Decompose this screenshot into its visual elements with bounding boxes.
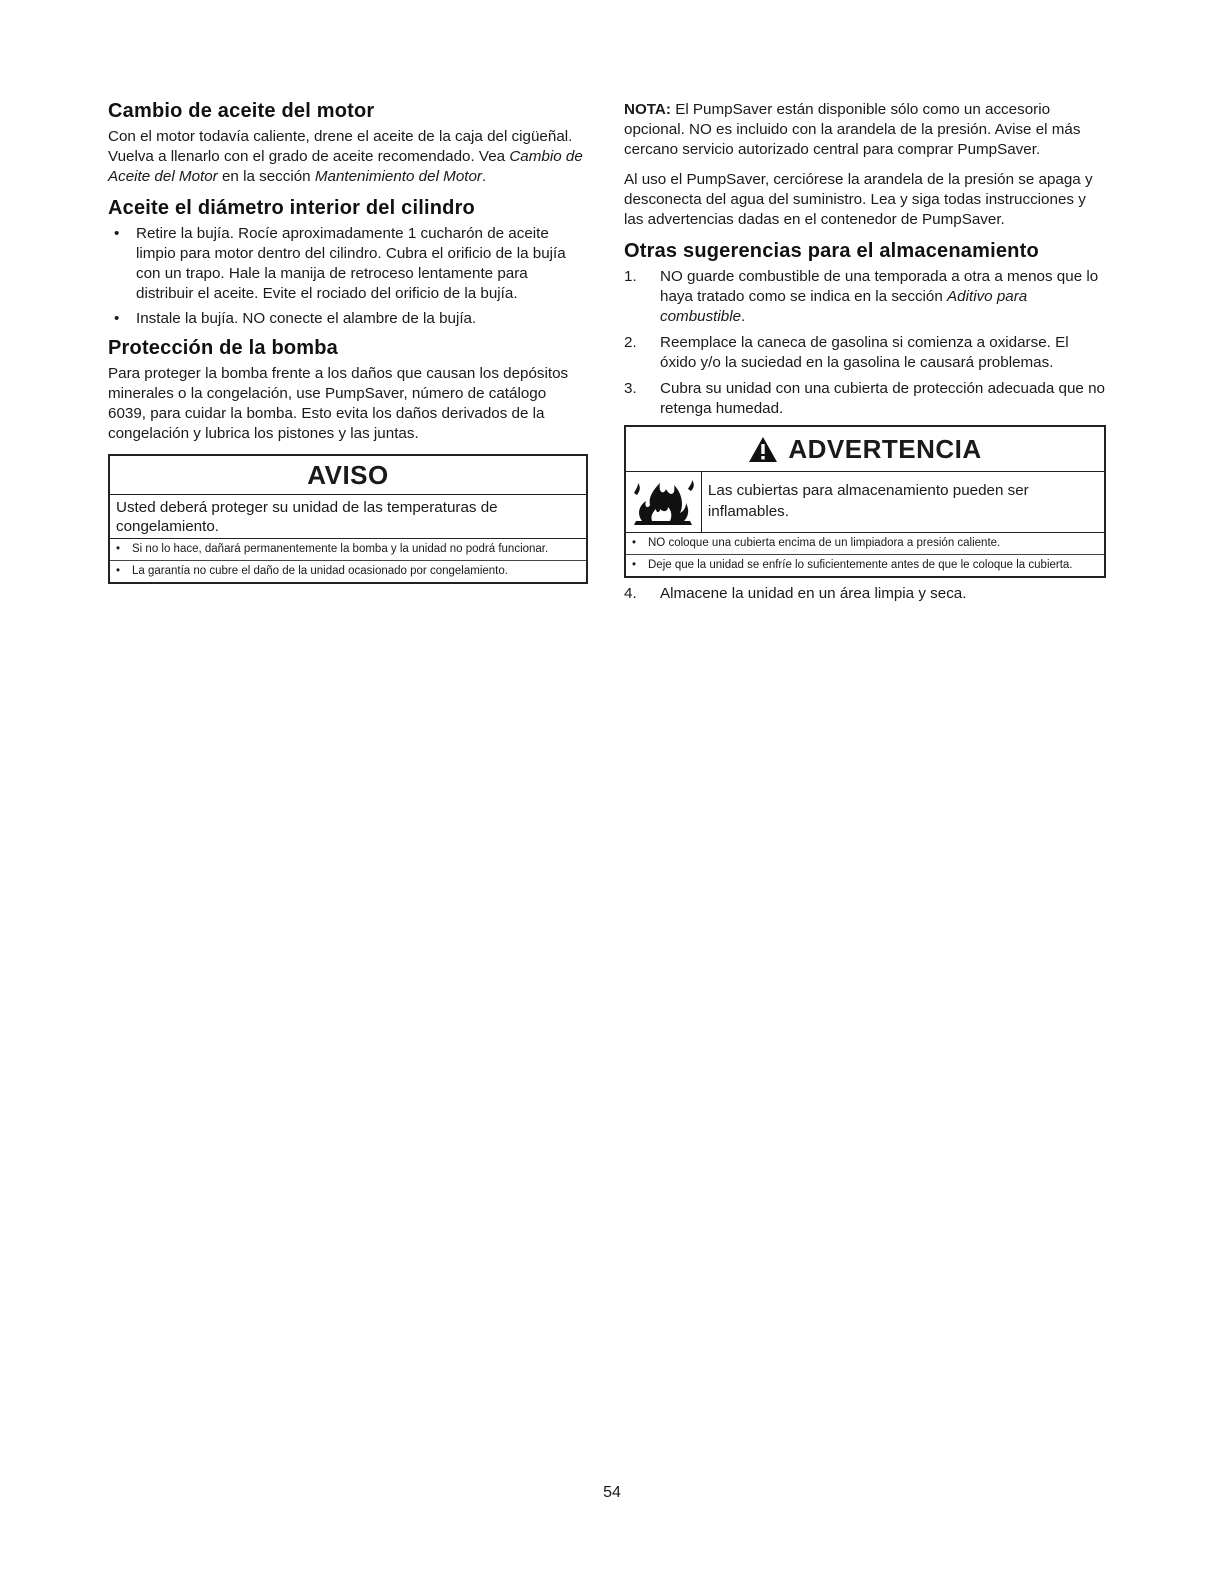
list-item [626,554,1104,576]
right-column [624,100,1106,610]
list-item-text: NO coloque una cubierta encima de un limpiadora a presión caliente. [648,537,1001,549]
left-column [108,100,588,584]
advertencia-title: ADVERTENCIA [788,434,982,464]
bullet-icon: • [116,565,121,577]
bullet-icon: • [114,225,120,242]
heading-storage-tips: Otras sugerencias para el almacenamiento [624,240,1039,262]
aviso-title: AVISO [110,456,586,495]
advertencia-bullets [626,533,1104,576]
nota-label: NOTA: [624,101,671,118]
list-item-text: Almacene la unidad en un área limpia y seca. [660,585,967,602]
list-item-text: Si no lo hace, dañará permanentemente la bomba y la unidad no podrá funcionar. [132,543,549,555]
text-span: en la sección [217,168,315,185]
nota-paragraph [624,100,1106,160]
heading-pump-protection: Protección de la bomba [108,337,339,359]
aviso-bullets [110,539,586,582]
aviso-body: Usted deberá proteger su unidad de las temperaturas de congelamiento. [110,495,586,539]
reference-oil-change: Cambio de Aceite del Motor [108,148,583,185]
list-item [108,309,588,329]
list-item [110,560,586,582]
list-item [624,267,1106,327]
list-item-text: Instale la bujía. NO conecte el alambre de la bujía. [136,310,477,327]
list-item [624,584,1106,604]
nota-text: El PumpSaver están disponible sólo como un accesorio opcional. NO es incluido con la arandela de la presión. Avise el más cercano servicio autorizado central para comprar PumpSaver. [624,101,1081,158]
advertencia-warning-box [624,425,1106,578]
list-item-text: Deje que la unidad se enfríe lo suficientemente antes de que le coloque la cubierta. [648,559,1073,571]
heading-cylinder-bore: Aceite el diámetro interior del cilindro [108,197,475,219]
text-span: . [482,168,487,185]
list-item [108,224,588,304]
advertencia-row [626,472,1104,533]
page-number: 54 [603,1484,621,1501]
list-item-text: Cubra su unidad con una cubierta de protección adecuada que no retenga humedad. [660,380,1105,417]
pumpsaver-usage-paragraph: Al uso el PumpSaver, cerciórese la arandela de la presión se apaga y desconecta del agua del suministro. Lea y siga todas instrucciones y las advertencias dadas en el contenedor de PumpSaver. [624,171,1093,228]
heading-oil-change: Cambio de aceite del motor [108,100,375,122]
advertencia-header [626,427,1104,472]
reference-fuel-additive: Aditivo para combustible [660,288,1028,325]
list-number: 4. [624,585,637,602]
bullet-icon: • [116,543,121,555]
fire-hazard-icon [626,472,702,532]
pump-protection-paragraph: Para proteger la bomba frente a los daños que causan los depósitos minerales o la congelación, use PumpSaver, número de catálogo 6039, para cuidar la bomba. Esto evita los daños derivados de la congelación y lubrica los pistones y las juntas. [108,365,569,442]
advertencia-text: Las cubiertas para almacenamiento pueden ser inflamables. [707,482,1029,520]
aviso-notice-box [108,454,588,584]
text-span: Con el motor todavía caliente, drene el aceite de la caja del cigüeñal. Vuelva a llenarlo con el grado de aceite recomendado. Vea [108,128,573,165]
list-item [624,333,1106,373]
bullet-icon: • [114,310,120,327]
list-number: 1. [624,268,637,285]
list-item-text: NO guarde combustible de una temporada a otra a menos que lo haya tratado como se indica en la sección [660,268,1099,305]
list-item [626,533,1104,554]
bullet-icon: • [632,559,637,571]
list-item [110,539,586,560]
storage-tips-list-continued [624,584,1106,604]
warning-triangle-icon [748,436,778,463]
oil-change-paragraph [108,127,588,187]
cylinder-bore-list [108,224,588,329]
list-number: 3. [624,380,637,397]
bullet-icon: • [632,537,637,549]
list-item-text: Retire la bujía. Rocíe aproximadamente 1 cucharón de aceite limpio para motor dentro del cilindro. Cubra el orificio de la bujía con un trapo. Hale la manija de retroceso lentamente para distribuir el aceite. Evite el rociado del orificio de la bujía. [136,225,566,302]
reference-engine-maintenance: Mantenimiento del Motor [314,168,482,185]
list-number: 2. [624,334,637,351]
list-item [624,379,1106,419]
storage-tips-list [624,267,1106,419]
text-span: . [741,308,746,325]
list-item-text: La garantía no cubre el daño de la unidad ocasionado por congelamiento. [132,565,508,577]
list-item-text: Reemplace la caneca de gasolina si comienza a oxidarse. El óxido y/o la suciedad en la gasolina le causará problemas. [660,334,1069,371]
